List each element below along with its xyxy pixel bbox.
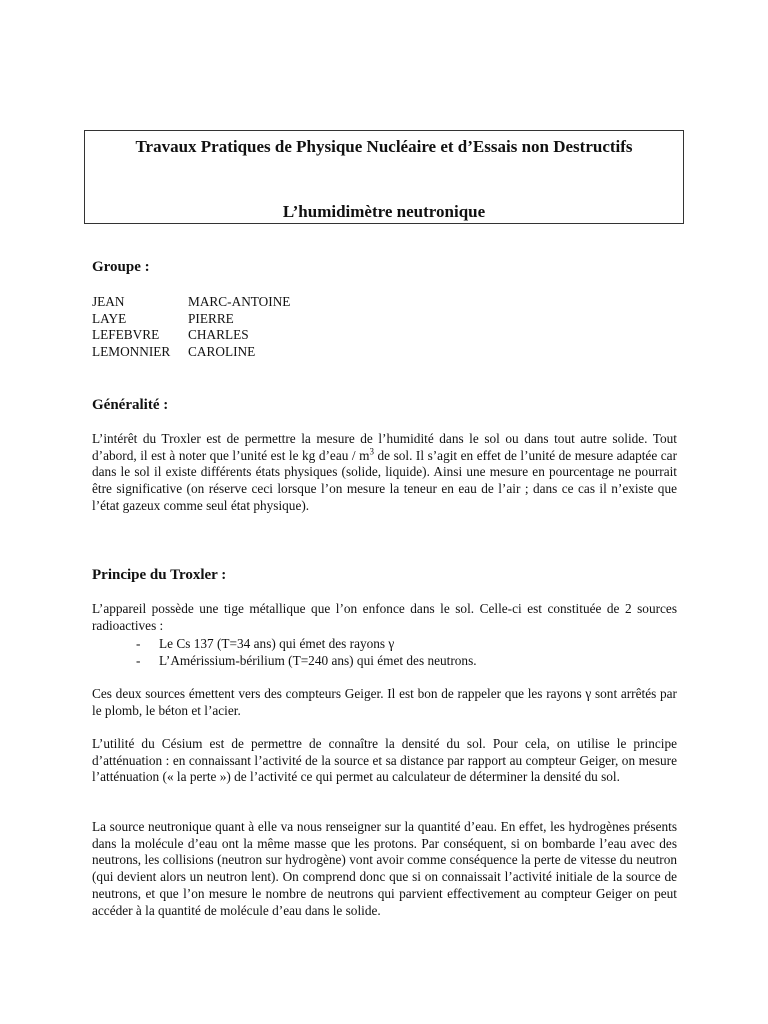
member-first-name: CHARLES xyxy=(188,327,249,343)
member-last-name: LAYE xyxy=(92,310,127,326)
unit-exponent: 3 xyxy=(369,446,374,457)
member-row xyxy=(92,327,290,344)
list-item-text: L’Amérissium-bérilium (T=240 ans) qui émet des neutrons. xyxy=(159,653,477,668)
title-box xyxy=(84,130,684,224)
cesium-paragraph: L’utilité du Césium est de permettre de connaître la densité du sol. Pour cela, on utilise le principe d’atténuation : en connaissant l’activité de la source et sa distance par rapport au compteur Geiger, on mesure l’atténuation (« la perte ») de l’activité ce qui permet au calculateur de déterminer la densité du sol. xyxy=(92,736,677,785)
generalite-heading: Généralité : xyxy=(92,397,169,413)
member-first-name: CAROLINE xyxy=(188,344,256,360)
list-item xyxy=(136,652,477,669)
member-last-name: JEAN xyxy=(92,294,125,309)
member-last-name: LEMONNIER xyxy=(92,344,171,360)
member-last-name: LEFEBVRE xyxy=(92,327,160,343)
member-first-name: PIERRE xyxy=(188,310,234,326)
principe-intro: L’appareil possède une tige métallique que l’on enfonce dans le sol. Celle-ci est constituée de 2 sources radioactives : xyxy=(92,601,677,633)
groupe-heading: Groupe : xyxy=(92,259,150,275)
member-first-name: MARC-ANTOINE xyxy=(188,294,291,309)
member-row xyxy=(92,311,290,328)
member-row xyxy=(92,294,290,311)
member-list xyxy=(92,294,290,361)
geiger-paragraph: Ces deux sources émettent vers des compteurs Geiger. Il est bon de rappeler que les rayons γ sont arrêtés par le plomb, le béton et l’acier. xyxy=(92,686,677,718)
bullet-dash: - xyxy=(136,636,141,651)
principe-heading: Principe du Troxler : xyxy=(92,567,227,583)
list-item-text: Le Cs 137 (T=34 ans) qui émet des rayons γ xyxy=(159,636,395,651)
document-title: Travaux Pratiques de Physique Nucléaire et d’Essais non Destructifs xyxy=(135,137,633,156)
generalite-paragraph xyxy=(92,431,677,515)
generalite-text-part1: L’intérêt du Troxler est de permettre la mesure de l’humidité dans le sol ou dans tout autre solide. Tout d’abord, il est à noter que l’unité est le kg d’eau / m xyxy=(92,431,677,463)
member-row xyxy=(92,344,290,361)
bullet-dash: - xyxy=(136,653,141,668)
source-list xyxy=(136,635,477,669)
document-subtitle: L’humidimètre neutronique xyxy=(282,202,486,221)
list-item xyxy=(136,635,477,652)
generalite-text-part2: de sol. Il s’agit en effet de l’unité de mesure adaptée car dans le sol il existe différents états physiques (solide, liquide). Ainsi une mesure en pourcentage ne pourrait être significative (on réserve ceci lorsque l’on mesure la teneur en eau de l’air ; dans ce cas il n’existe que l’état gazeux comme seul état physique). xyxy=(92,447,677,513)
neutron-paragraph: La source neutronique quant à elle va nous renseigner sur la quantité d’eau. En effet, les hydrogènes présents dans la molécule d’eau ont la même masse que les protons. Par conséquent, si on bombarde l’eau avec des neutrons, les collisions (neutron sur hydrogène) vont avoir comme conséquence la perte de vitesse du neutron (qui devient alors un neutron lent). On comprend donc que si on connaissait l’activité initiale de la source de neutrons, et que l’on mesure le nombre de neutrons qui parvient effectivement au compteur Geiger on peut accéder à la quantité de molécule d’eau dans le solide. xyxy=(92,819,677,918)
